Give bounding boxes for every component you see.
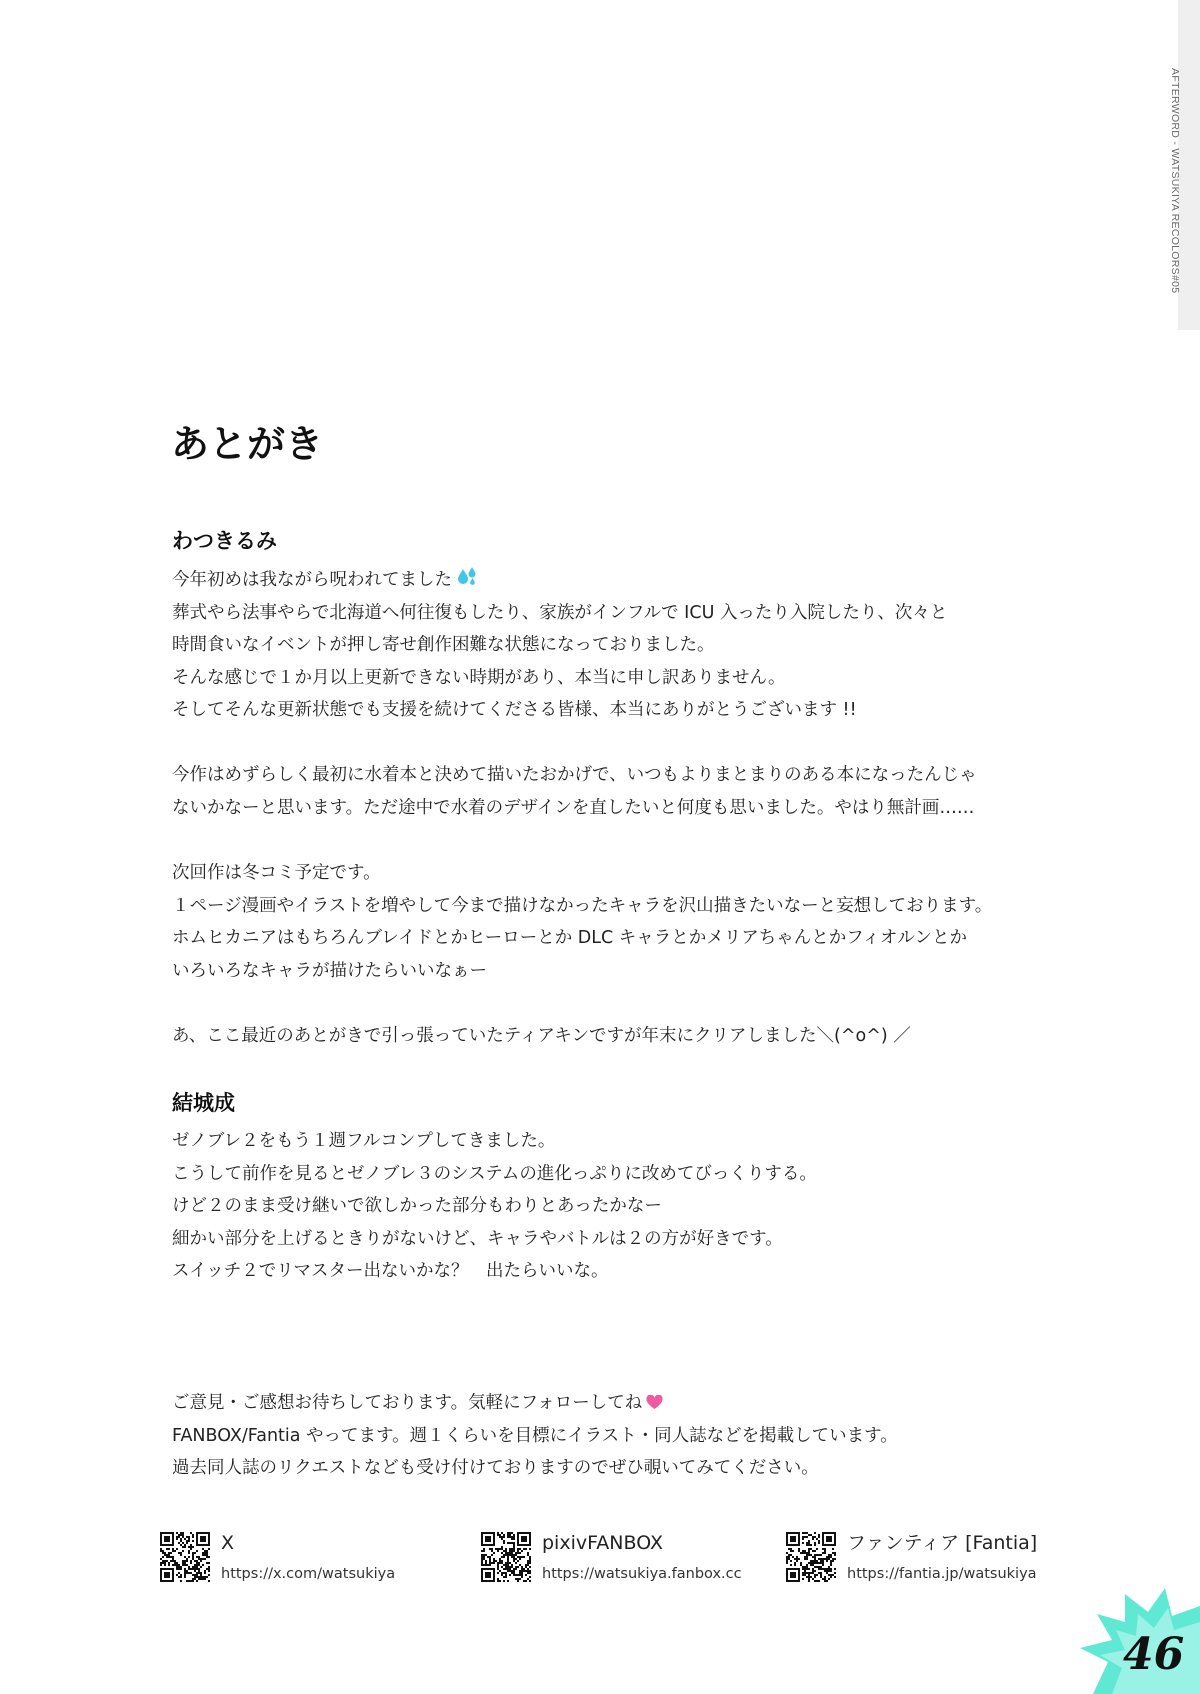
author-heading-watsuki: わつきるみ: [172, 529, 277, 553]
text-line: FANBOX/Fantia やってます。週１くらいを目標にイラスト・同人誌などを掲載しています。: [172, 1425, 898, 1446]
link-url[interactable]: https://x.com/watsukiya: [221, 1566, 396, 1582]
text-line: けど２のまま受け継いで欲しかった部分もわりとあったかなー: [172, 1196, 662, 1216]
text-line: 時間食いなイベントが押し寄せ創作困難な状態になっておりました。: [172, 635, 715, 655]
text-line: 次回作は冬コミ予定です。: [172, 863, 381, 883]
text-line: ゼノブレ２をもう１週フルコンプしてきました。: [172, 1131, 556, 1151]
author-heading-yuki: 結城成: [172, 1091, 235, 1115]
link-url[interactable]: https://fantia.jp/watsukiya: [847, 1566, 1037, 1582]
text-line: １ページ漫画やイラストを増やして今まで描けなかったキャラを沢山描きたいなーと妄想しております。: [172, 895, 993, 916]
link-url[interactable]: https://watsukiya.fanbox.cc: [542, 1566, 742, 1582]
page-title: あとがき: [171, 422, 324, 466]
text-line: そしてそんな更新状態でも支援を続けてくださる皆様、本当にありがとうございます !!: [172, 700, 857, 720]
running-title: AFTERWORD - WATSUKIYA RECOLORS#05: [1169, 68, 1181, 294]
text-line: こうして前作を見るとゼノブレ３のシステムの進化っぷりに改めてびっくりする。: [172, 1163, 817, 1184]
text-line: ないかなーと思います。ただ途中で水着のデザインを直したいと何度も思いました。やはり無計画……: [172, 797, 975, 818]
text-line: いろいろなキャラが描けたらいいなぁー: [172, 960, 487, 981]
text-line: 今作はめずらしく最初に水着本と決めて描いたおかげで、いつもよりまとまりのある本になったんじゃ: [172, 765, 977, 785]
text-line: 葬式やら法事やらで北海道へ何往復もしたり、家族がインフルで ICU 入ったり入院したり、次々と: [172, 602, 948, 623]
text-line-content: 今年初めは我ながら呪われてました: [172, 570, 452, 590]
link-name: ファンティア [Fantia]: [847, 1532, 1038, 1554]
text-line: ホムヒカニアはもちろんブレイドとかヒーローとか DLC キャラとかメリアちゃんとかフィオルンとか: [172, 928, 967, 948]
text-line: そんな感じで１か月以上更新できない時期があり、本当に申し訳ありません。: [172, 667, 786, 688]
text-line: 過去同人誌のリクエストなども受け付けておりますのでぜひ覗いてみてください。: [172, 1458, 819, 1478]
page-number: 46: [1123, 1629, 1185, 1680]
text-line: スイッチ２でリマスター出ないかな？ 出たらいいな。: [172, 1261, 609, 1281]
text-line: あ、ここ最近のあとがきで引っ張っていたティアキンですが年末にクリアしました＼(^o^) ／: [172, 1026, 911, 1046]
link-name: pixivFANBOX: [542, 1532, 663, 1554]
text-line: 細かい部分を上げるときりがないけど、キャラやバトルは２の方が好きです。: [172, 1228, 783, 1249]
link-name: X: [221, 1532, 235, 1554]
text-line-content: ご意見・ご感想お待ちしております。気軽にフォローしてね: [172, 1393, 643, 1413]
